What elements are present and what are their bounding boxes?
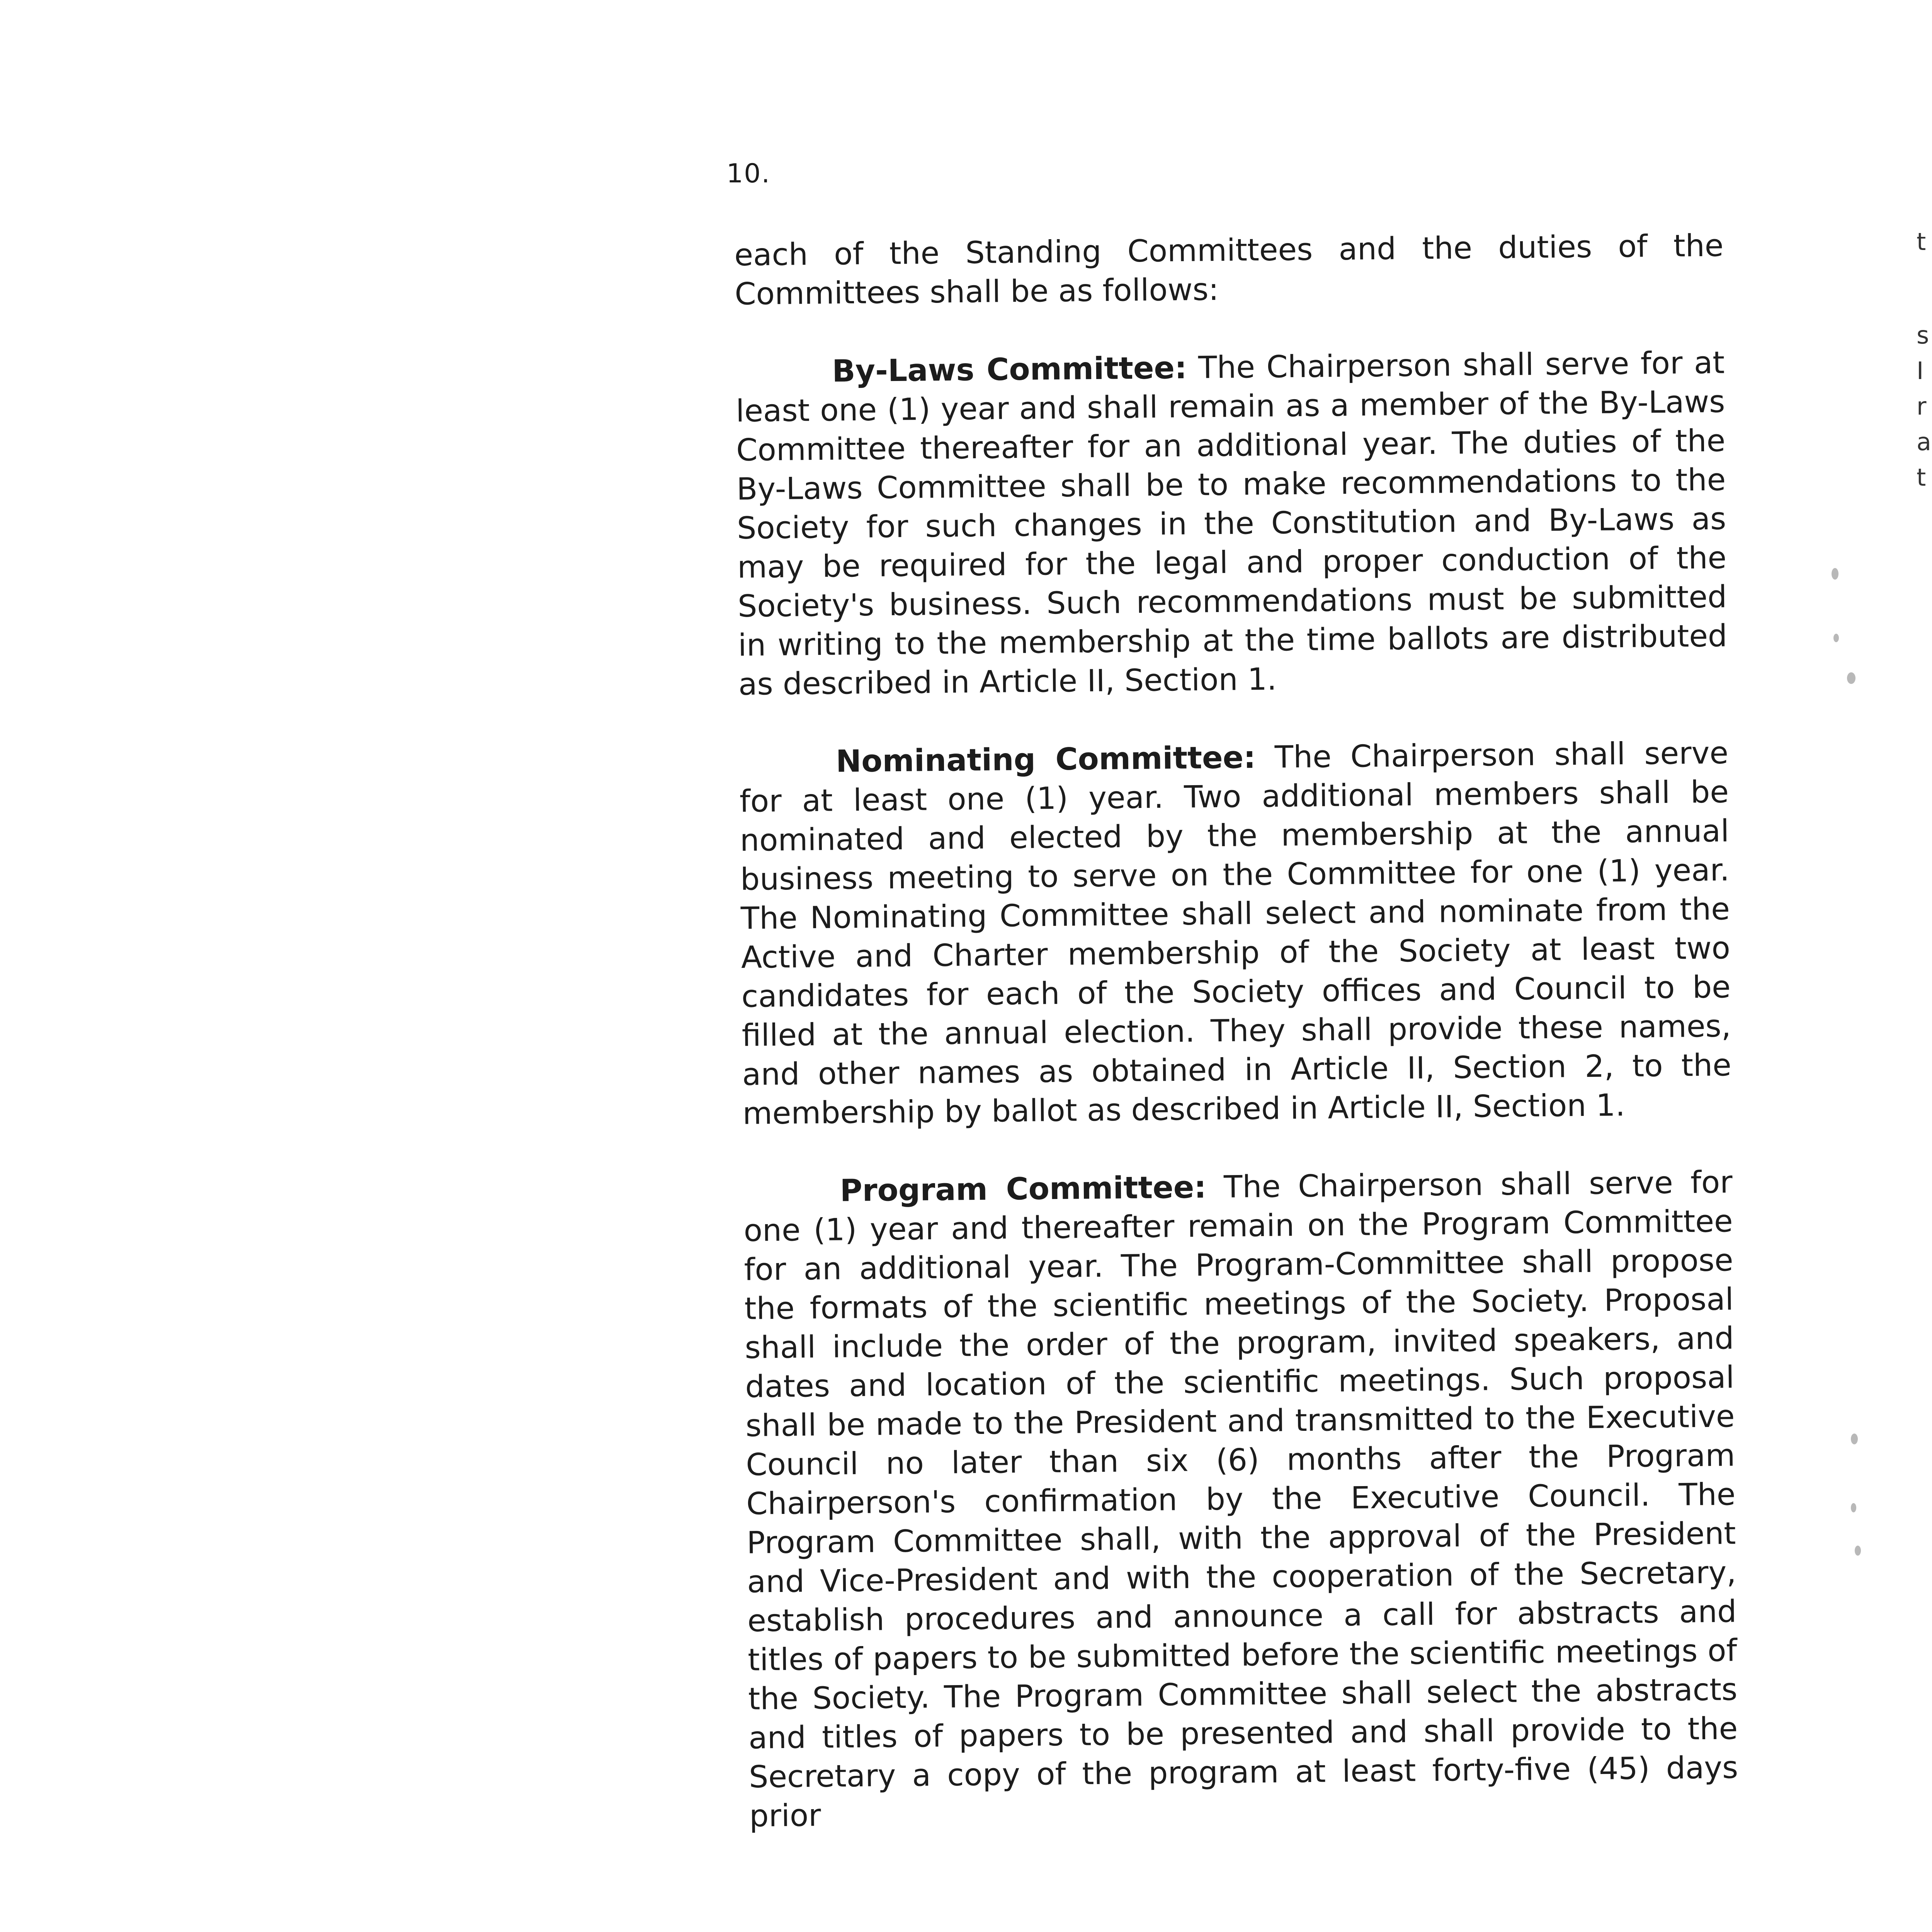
program-committee-heading: Program Committee:	[840, 1169, 1207, 1209]
program-committee-paragraph	[743, 1163, 1738, 1835]
edge-fragment: I	[1917, 357, 1924, 385]
scan-speck	[1832, 568, 1838, 580]
scan-speck	[1851, 1503, 1856, 1512]
bylaws-committee-paragraph	[735, 343, 1728, 704]
nominating-committee-paragraph	[739, 733, 1732, 1133]
scan-speck	[1847, 672, 1855, 684]
intro-paragraph: each of the Standing Committees and the duties of the Committees shall be as follows:	[734, 228, 1724, 312]
edge-fragment: r	[1917, 392, 1927, 420]
scan-speck	[1855, 1546, 1861, 1556]
edge-fragment: t	[1917, 463, 1926, 492]
bylaws-committee-heading: By-Laws Committee:	[832, 350, 1187, 389]
nominating-committee-heading: Nominating Committee:	[835, 740, 1256, 779]
page-number: 10.	[726, 158, 771, 189]
edge-fragment: s	[1917, 321, 1929, 349]
document-body	[734, 226, 1739, 1874]
edge-fragment: a	[1917, 428, 1931, 456]
facing-page-edge-text	[1917, 224, 1932, 495]
bylaws-committee-body: The Chairperson shall serve for at least one (1) year and shall remain as a member of the By-Laws Committee thereafter for an additional year. The duties of the By-Laws Committee shall be to make recommendations to the Society for such changes in the Constitution and By-Laws as may be required for the legal and proper conduction of the Society's business. Such recommendations must be submitted in writing to the membership at the time ballots are distributed as described in Article II, Section 1.	[735, 345, 1728, 702]
program-committee-body: The Chairperson shall serve for one (1) year and thereafter remain on the Program Committee for an additional year. The Program-Committee shall propose the formats of the scientific meetings of the Society. Proposal shall include the order of the program, invited speakers, and dates and location of the scientific meetings. Such proposal shall be made to the President and transmitted to the Executive Council no later than six (6) months after the Program Chairperson's confirmation by the Executive Council. The Program Committee shall, with the approval of the President and Vice-President and with the cooperation of the Secretary, establish procedures and announce a call for abstracts and titles of papers to be submitted before the scientific meetings of the Society. The Program Committee shall select the abstracts and titles of papers to be presented and shall provide to the Secretary a copy of the program at least forty-five (45) days prior	[743, 1164, 1738, 1834]
edge-fragment: t	[1917, 228, 1926, 256]
nominating-committee-body: The Chairperson shall serve for at least one (1) year. Two additional members shall be nominated and elected by the membership at the annual business meeting to serve on the Committee for one (1) year. The Nominating Committee shall select and nominate from the Active and Charter membership of the Society at least two candidates for each of the Society offices and Council to be filled at the annual election. They shall provide these names, and other names as obtained in Article II, Section 2, to the membership by ballot as described in Article II, Section 1.	[739, 735, 1732, 1131]
scan-speck	[1851, 1434, 1858, 1444]
scan-speck	[1833, 634, 1839, 642]
